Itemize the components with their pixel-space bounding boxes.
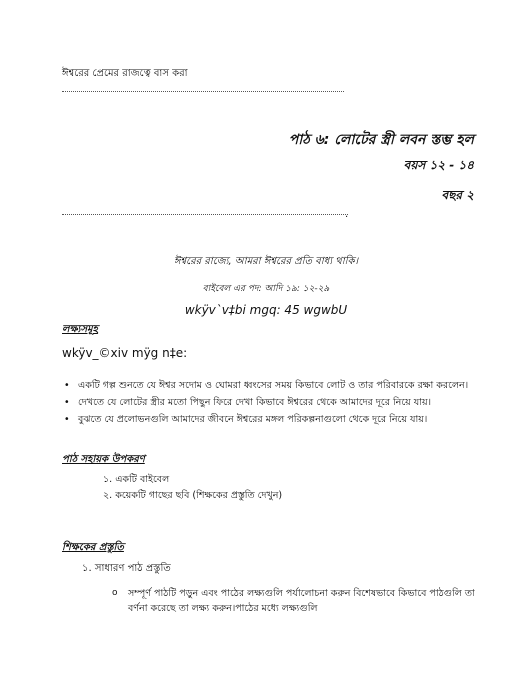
objective-text: দেখতে যে লোটের স্ত্রীর মতো পিছুন ফিরে দেখা কিভাবে ঈশ্বরের থেকে আমাদের দূরে নিয়ে যায়।: [78, 397, 431, 408]
preparation-item: ১. সাধারণ পাঠ প্রস্তুতি: [82, 563, 171, 574]
preparation-sub-text: সম্পূর্ণ পাঠটি পড়ুন এবং পাঠের লক্ষ্যগুলি পর্যালোচনা করুন বিশেষভাবে কিভাবে পাঠগুলি তা বর্ণনা করেছে তা লক্ষ্য করুন।পাঠের মধ্যে লক্ষ্যগুলি: [128, 588, 475, 614]
preparation-heading: শিক্ষকের প্রস্তুতি: [62, 542, 124, 553]
bullet-icon: •: [64, 380, 70, 391]
objectives-intro: wkÿv_©xiv mÿg n‡e:: [62, 346, 188, 360]
bullet-icon: •: [64, 414, 70, 425]
lesson-theme: ঈশ্বরের রাজ্যে, আমরা ঈশ্বরের প্রতি বাধ্য থাকি।: [173, 256, 359, 267]
list-item: [62, 412, 482, 427]
materials-list: [103, 472, 282, 504]
divider-end-dot: .: [345, 209, 349, 220]
objectives-list: [62, 378, 482, 429]
list-item: ২. কয়েকটি গাছের ছবি (শিক্ষকের প্রস্তুতি দেখুন): [103, 490, 283, 501]
list-item: [62, 395, 482, 410]
lesson-duration: wkÿv`v‡bi mgq: 45 wgwbU: [184, 303, 348, 317]
preparation-sub-item: [112, 586, 480, 616]
objectives-heading: লক্ষ্যসমূহ: [62, 324, 98, 335]
divider-line: [62, 214, 348, 215]
list-item: ১. একটি বাইবেল: [103, 474, 170, 485]
curriculum-year: বছর ২: [441, 188, 474, 202]
list-item: [62, 378, 482, 393]
materials-heading: পাঠ সহায়ক উপকরণ: [62, 454, 145, 465]
circle-bullet-icon: o: [112, 588, 118, 598]
lesson-title: পাঠ ৬: লোটের স্ত্রী লবন স্তম্ভ হল: [288, 132, 474, 148]
bullet-icon: •: [64, 397, 70, 408]
divider-line: [62, 91, 344, 92]
age-range: বয়স ১২ - ১৪: [403, 158, 474, 172]
running-header: ঈশ্বরের প্রেমের রাজত্বে বাস করা: [62, 68, 188, 79]
bible-passage: বাইবেল এর পদ: আদি ১৯: ১২-২৯: [202, 284, 330, 294]
objective-text: একটি গল্প শুনতে যে ঈশ্বর সদোম ও ঘোমরা ধ্বংসের সময় কিভাবে লোট ও তার পরিবারকে রক্ষা করলেন।: [78, 380, 469, 391]
objective-text: বুঝতে যে প্রলোভনগুলি আমাদের জীবনে ঈশ্বরের মঙ্গল পরিকল্পনাগুলো থেকে দূরে নিয়ে যায়।: [78, 414, 428, 425]
